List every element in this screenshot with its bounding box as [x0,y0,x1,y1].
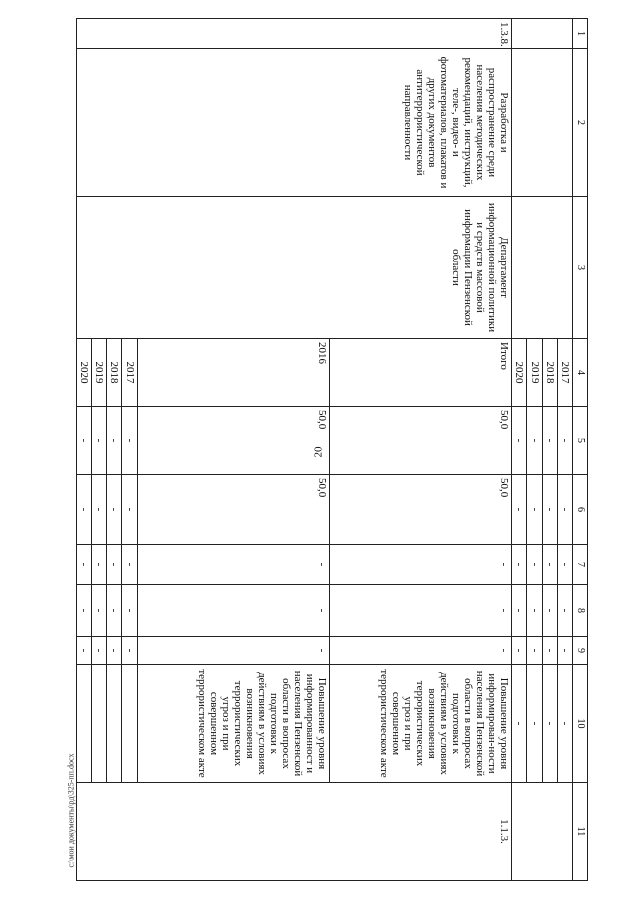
value-cell: - [512,475,527,545]
value-cell: - [542,665,557,783]
value-cell [77,665,92,783]
footer-file-path: c:\мои документы\рд\325-пп.docx [66,753,76,868]
value-cell: - [77,407,92,475]
value-cell: - [92,475,107,545]
value-cell [107,665,122,783]
value-cell: - [122,475,137,545]
value-cell: - [329,585,512,637]
value-cell: - [542,407,557,475]
col-header: 2 [572,49,587,197]
value-cell: - [527,585,542,637]
value-cell: - [107,637,122,665]
value-cell: - [329,637,512,665]
indicator-text: Повышение уровня информированност и населения Пензенской области в вопросах подготовки к действиям в условиях возникновения террористических угроз и при совершенном террористическом акте [137,665,329,783]
col-header: 6 [572,475,587,545]
value-cell: - [77,637,92,665]
value-cell: - [137,585,329,637]
value-cell: - [527,475,542,545]
year-cell: 2017 [557,339,572,407]
value-cell: - [542,637,557,665]
year-cell: 2020 [512,339,527,407]
empty-cell [512,197,573,339]
value-cell: - [512,407,527,475]
col-header: 11 [572,783,587,881]
col-header: 10 [572,665,587,783]
year-cell: 2020 [77,339,92,407]
value-cell: - [512,585,527,637]
year-cell: 2019 [92,339,107,407]
year-cell: 2019 [527,339,542,407]
value-cell: - [542,475,557,545]
year-cell: Итого [329,339,512,407]
value-cell: - [107,475,122,545]
indicator-text: Повышение уровня информирован-ности населения Пензенской области в вопросах подготовки к действиям в условиях возникновения террористических угроз и при совершенном террористическом акте [329,665,512,783]
value-cell: - [557,407,572,475]
value-cell: - [557,585,572,637]
value-cell: - [122,637,137,665]
value-cell: - [542,545,557,585]
value-cell: 50,0 [329,475,512,545]
item-number: 1.3.8. [77,19,512,49]
value-cell: - [122,407,137,475]
item-name: Разработка и распространение среди населения методических рекомендаций, инструкций, теле-, видео- и фотоматериалов, плакатов и других документов антитеррористической направленности [77,49,512,197]
value-cell: - [122,545,137,585]
col-header: 5 [572,407,587,475]
value-cell: - [512,545,527,585]
value-cell: - [122,585,137,637]
value-cell [122,665,137,783]
value-cell: - [527,407,542,475]
value-cell: - [92,637,107,665]
value-cell: - [107,585,122,637]
value-cell: - [542,585,557,637]
value-cell: - [77,475,92,545]
value-cell: - [557,545,572,585]
value-cell [92,665,107,783]
col-header: 4 [572,339,587,407]
empty-cell [512,19,573,49]
empty-cell [512,783,573,881]
value-cell: - [527,545,542,585]
value-cell: - [329,545,512,585]
value-cell: - [527,665,542,783]
item-executor: Департамент информационной политики и средств массовой информации Пензенской области [77,197,512,339]
value-cell: - [512,637,527,665]
value-cell: - [557,475,572,545]
value-cell: - [137,637,329,665]
value-cell: - [92,407,107,475]
year-cell: 2017 [122,339,137,407]
rotated-table-area [76,18,588,880]
col-header: 7 [572,545,587,585]
value-cell: - [527,637,542,665]
value-cell: - [92,585,107,637]
value-cell: - [92,545,107,585]
value-cell: - [107,545,122,585]
col-header: 8 [572,585,587,637]
year-cell: 2018 [542,339,557,407]
col-header: 3 [572,197,587,339]
col-header: 9 [572,637,587,665]
table-row-total [329,19,512,881]
col-header: 1 [572,19,587,49]
year-cell: 2016 [137,339,329,407]
value-cell: - [137,545,329,585]
value-cell: 50,0 [329,407,512,475]
program-activities-table [76,18,588,881]
year-cell: 2018 [107,339,122,407]
value-cell: - [77,545,92,585]
value-cell: - [107,407,122,475]
value-cell: - [557,665,572,783]
empty-cell [512,49,573,197]
value-cell: - [512,665,527,783]
page-number: 20 [312,446,325,458]
value-cell: - [557,637,572,665]
target-link: 1.1.3. [77,783,512,881]
table-row [557,19,572,881]
value-cell: 50,0 [137,475,329,545]
value-cell: 50,0 [137,407,329,475]
column-number-row [572,19,587,881]
value-cell: - [77,585,92,637]
